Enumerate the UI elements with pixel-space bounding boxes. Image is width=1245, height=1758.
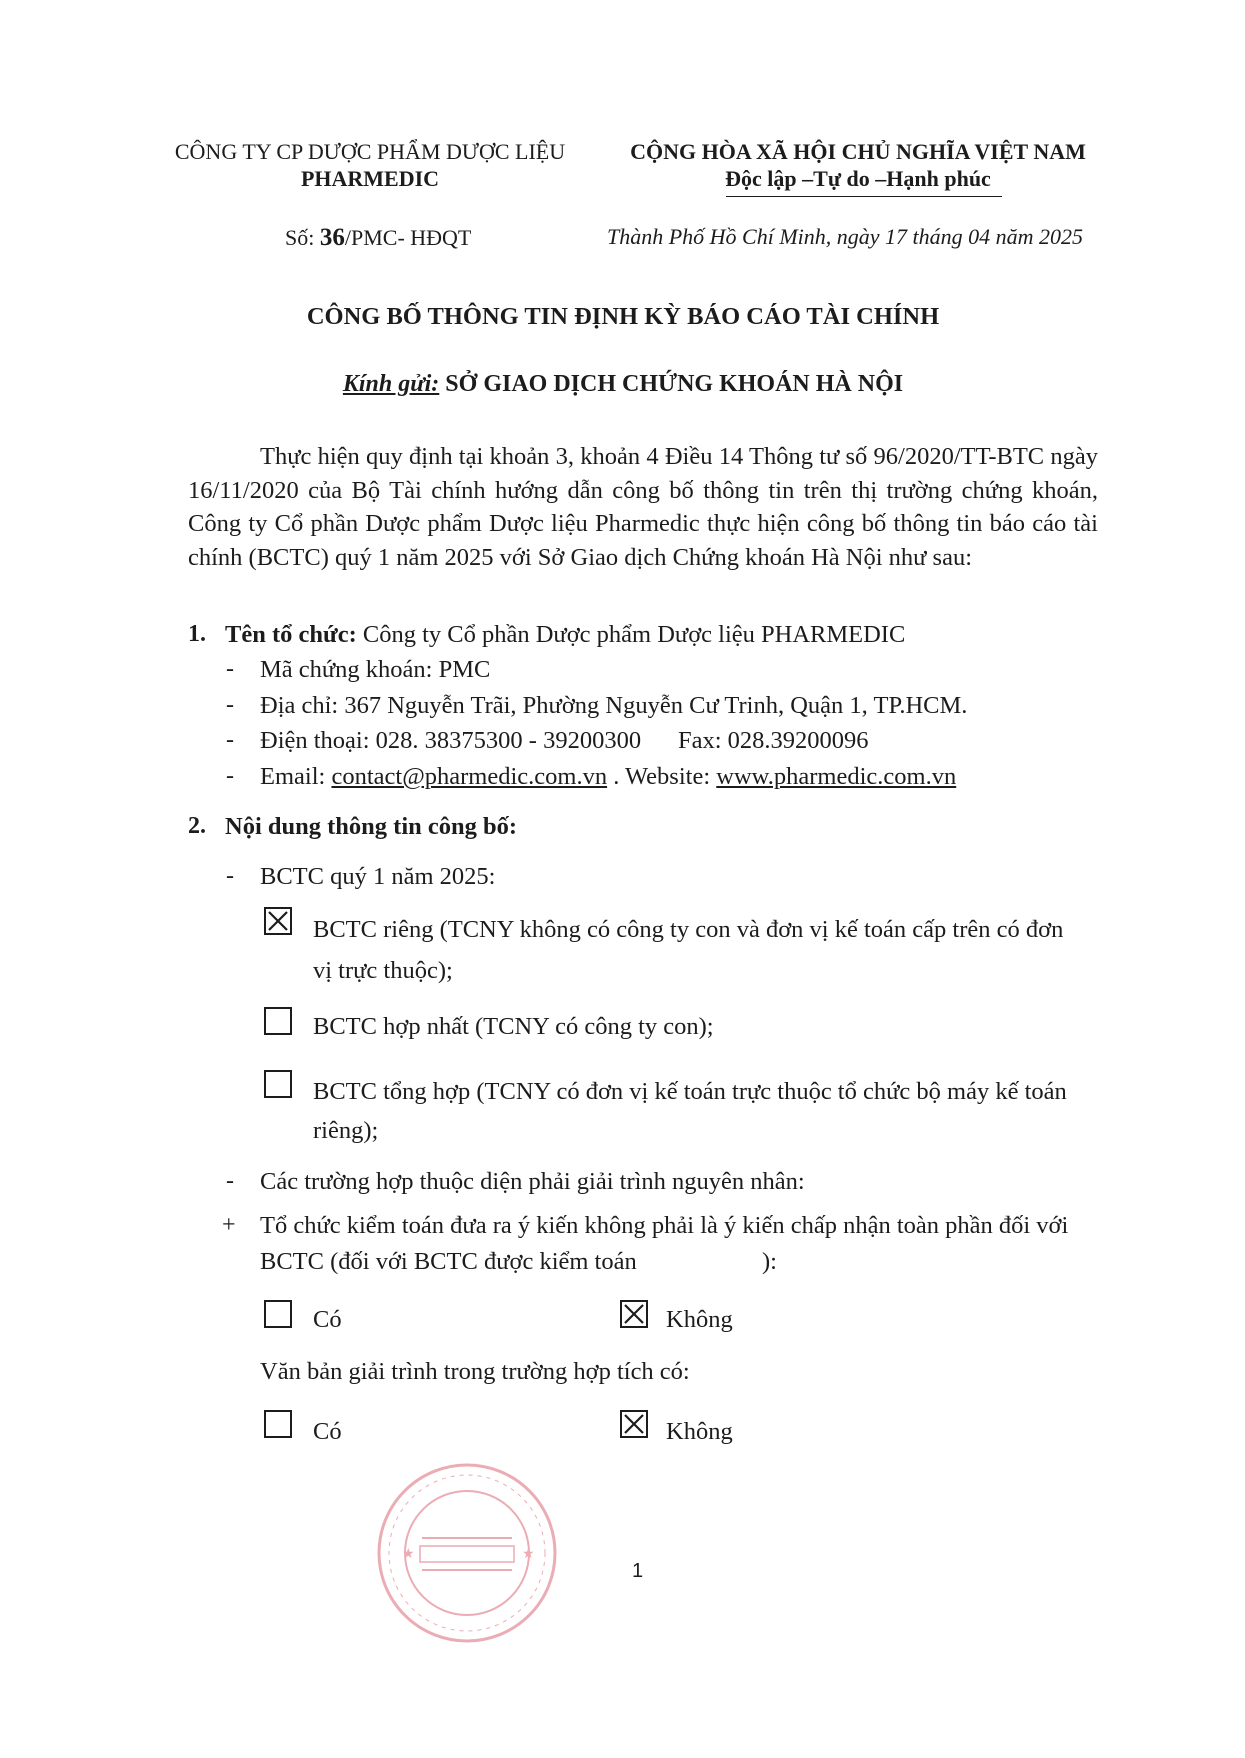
- page-number: 1: [632, 1560, 644, 1582]
- doc-no-number: 36: [319, 224, 345, 251]
- motto-underline: [726, 196, 1002, 197]
- website-label: . Website:: [607, 763, 717, 790]
- phone: Điện thoại: 028. 38375300 - 39200300: [260, 727, 642, 754]
- checkbox-explain-no[interactable]: [620, 1410, 648, 1438]
- document-number: [285, 224, 471, 252]
- recipient-name: SỞ GIAO DỊCH CHỨNG KHOÁN HÀ NỘI: [445, 371, 904, 397]
- bctc-quarter: BCTC quý 1 năm 2025:: [260, 863, 496, 890]
- option-bctc-rieng-line2: vị trực thuộc);: [313, 957, 453, 984]
- motto: Độc lập –Tự do –Hạnh phúc: [725, 166, 991, 191]
- company-name-line2: PHARMEDIC: [300, 166, 440, 191]
- explain-doc-line: Văn bản giải trình trong trường hợp tích có:: [260, 1358, 690, 1385]
- recipient: [150, 371, 1096, 398]
- bullet-dash: -: [226, 656, 234, 682]
- option-bctc-tong-hop-line1: BCTC tổng hợp (TCNY có đơn vị kế toán trực thuộc tổ chức bộ máy kế toán: [313, 1078, 1067, 1105]
- explain-cases: Các trường hợp thuộc diện phải giải trình nguyên nhân:: [260, 1168, 805, 1195]
- checkbox-auditor-yes[interactable]: [264, 1300, 292, 1328]
- company-seal-stamp: [372, 1458, 562, 1648]
- auditor-yes-label: Có: [313, 1306, 342, 1333]
- check-x-icon: [622, 1412, 646, 1436]
- explain-no-label: Không: [666, 1418, 733, 1445]
- checkbox-bctc-tong-hop[interactable]: [264, 1070, 292, 1098]
- option-bctc-hop-nhat: BCTC hợp nhất (TCNY có công ty con);: [313, 1013, 714, 1040]
- option-bctc-tong-hop-line2: riêng);: [313, 1117, 379, 1144]
- check-x-icon: [622, 1302, 646, 1326]
- section2-label: Nội dung thông tin công bố:: [225, 813, 518, 840]
- checkbox-auditor-no[interactable]: [620, 1300, 648, 1328]
- section1-label: Tên tổ chức:: [225, 621, 357, 648]
- bullet-dash: -: [226, 692, 234, 718]
- country-name: CỘNG HÒA XÃ HỘI CHỦ NGHĨA VIỆT NAM: [630, 139, 1086, 164]
- section1-heading: [225, 621, 905, 649]
- checkbox-bctc-hop-nhat[interactable]: [264, 1007, 292, 1035]
- auditor-no-label: Không: [666, 1306, 733, 1333]
- address: Địa chỉ: 367 Nguyễn Trãi, Phường Nguyễn Cư Trinh, Quận 1, TP.HCM.: [260, 692, 968, 719]
- recipient-label: Kính gửi:: [342, 371, 440, 397]
- company-name-line1: CÔNG TY CP DƯỢC PHẨM DƯỢC LIỆU: [174, 139, 566, 164]
- bullet-dash: -: [226, 763, 234, 789]
- auditor-opinion-line2-end: ):: [762, 1248, 777, 1275]
- doc-no-suffix: /PMC- HĐQT: [344, 225, 472, 250]
- section1-number: 1.: [188, 621, 206, 647]
- doc-no-prefix: Số:: [285, 225, 320, 250]
- contact-line: [260, 763, 956, 791]
- checkbox-explain-yes[interactable]: [264, 1410, 292, 1438]
- option-bctc-rieng-line1: BCTC riêng (TCNY không có công ty con và đơn vị kế toán cấp trên có đơn: [313, 916, 1064, 943]
- email-label: Email:: [260, 763, 332, 790]
- website-link[interactable]: www.pharmedic.com.vn: [716, 763, 957, 790]
- auditor-opinion-line1: Tổ chức kiểm toán đưa ra ý kiến không phải là ý kiến chấp nhận toàn phần đối với: [260, 1212, 1069, 1239]
- email-link[interactable]: contact@pharmedic.com.vn: [331, 763, 608, 790]
- fax: Fax: 028.39200096: [678, 727, 869, 754]
- auditor-opinion-line2: BCTC (đối với BCTC được kiểm toán: [260, 1248, 637, 1275]
- bullet-plus: +: [222, 1212, 236, 1238]
- place-date: Thành Phố Hồ Chí Minh, ngày 17 tháng 04 năm 2025: [607, 224, 1084, 249]
- section1-value: Công ty Cổ phần Dược phẩm Dược liệu PHARMEDIC: [362, 621, 906, 648]
- bullet-dash: -: [226, 727, 234, 753]
- checkbox-bctc-rieng[interactable]: [264, 907, 292, 935]
- intro-paragraph: Thực hiện quy định tại khoản 3, khoản 4 Điều 14 Thông tư số 96/2020/TT-BTC ngày 16/11/2020 của Bộ Tài chính hướng dẫn công bố thông tin trên thị trường chứng khoán, Công ty Cổ phần Dược phẩm Dược liệu Pharmedic thực hiện công bố thông tin báo cáo tài chính (BCTC) quý 1 năm 2025 với Sở Giao dịch Chứng khoán Hà Nội như sau:: [188, 443, 1098, 571]
- explain-yes-label: Có: [313, 1418, 342, 1445]
- stock-code: Mã chứng khoán: PMC: [260, 656, 491, 683]
- document-title: CÔNG BỐ THÔNG TIN ĐỊNH KỲ BÁO CÁO TÀI CHÍNH: [306, 303, 940, 330]
- svg-text:★: ★: [522, 1546, 535, 1562]
- svg-text:★: ★: [402, 1546, 415, 1562]
- bullet-dash: -: [226, 1168, 234, 1194]
- bullet-dash: -: [226, 863, 234, 889]
- section2-number: 2.: [188, 813, 206, 839]
- check-x-icon: [266, 909, 290, 933]
